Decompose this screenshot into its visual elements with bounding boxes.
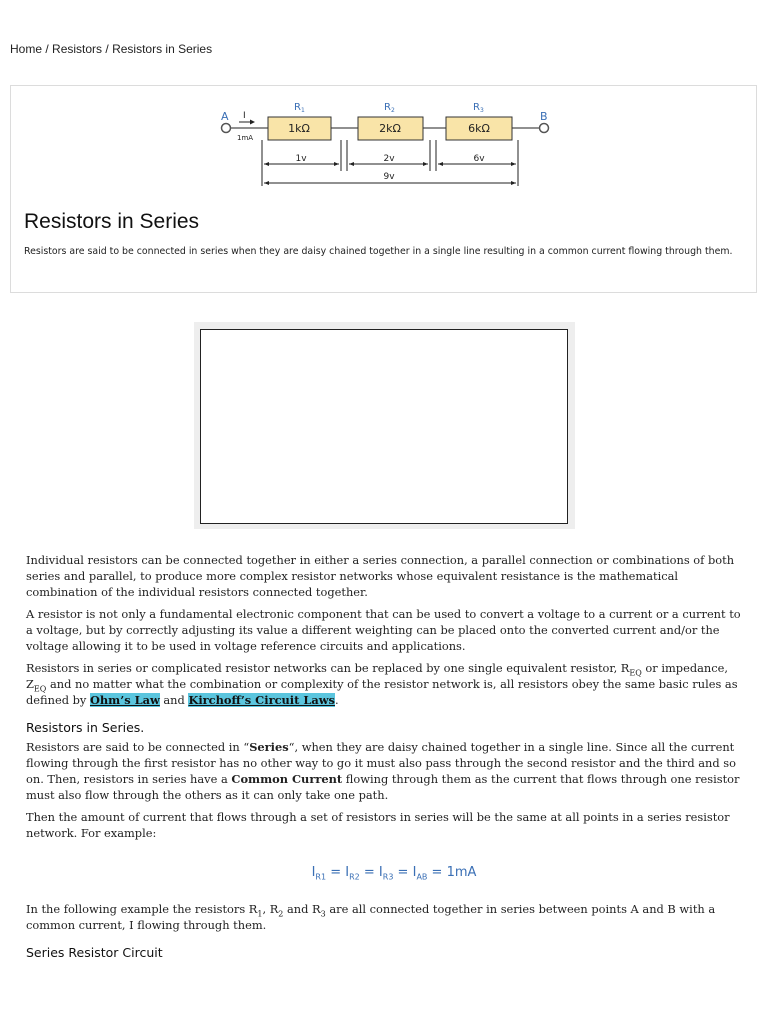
paragraph-current-same: Then the amount of current that flows through a set of resistors in series will be the same at all points in a series resistor network. For example: (26, 810, 730, 840)
voltage-v1: 1v (295, 154, 307, 164)
breadcrumb-separator: / (42, 42, 53, 56)
voltage-v3: 6v (473, 154, 485, 164)
current-equation: $I_{R1} = I_{R2} = I_{R3} = I_{AB} = 1mA$ (311, 865, 477, 882)
breadcrumb-home-link[interactable]: Home (10, 42, 43, 56)
current-value: 1mA (237, 134, 254, 142)
paragraph-equivalent: Resistors in series or complicated resistor networks can be replaced by one single equivalent resistor, $R_{EQ}$ or impedance, $Z_{EQ}$ and no matter what the combination or complexity of the resistor network is, all resistors obey the same basic rules as defined by Ohm’s Law and Kirchoff’s Circuit Laws. (26, 661, 738, 707)
voltage-v2: 2v (383, 154, 395, 164)
breadcrumb-separator: / (102, 42, 113, 56)
heading-series-resistor-circuit: Series Resistor Circuit (26, 945, 163, 960)
r3-value: 6kΩ (468, 122, 490, 135)
paragraph-intro: Individual resistors can be connected together in either a series connection, a parallel connection or combinations of both series and parallel, to produce more complex resistor networks whose equivalent resistance is the mathematical combination of the individual resistors connected together. (26, 553, 735, 599)
node-b-label: B (540, 110, 548, 123)
breadcrumb-current: Resistors in Series (112, 42, 213, 56)
r2-label: $R_2$ (384, 102, 395, 114)
hero-card[interactable] (10, 85, 757, 293)
terminal-a-icon (222, 124, 231, 133)
r2-value: 2kΩ (379, 122, 401, 135)
ad-frame[interactable] (200, 329, 568, 524)
paragraph-series-definition: Resistors are said to be connected in “Series“, when they are daisy chained together in a single line. Since all the current flowing through the first resistor has no other way to go it must also pass through the second resistor and the third and so on. Then, resistors in series have a Common Current flowing through them as the current that flows through one resistor must also flow through the others as it can only take one path. (26, 740, 740, 802)
hero-description: Resistors are said to be connected in series when they are daisy chained together in a single line resulting in a common current flowing through them. (24, 246, 733, 257)
article-body (26, 552, 742, 964)
kirchoffs-laws-link[interactable]: Kirchoff’s Circuit Laws (188, 693, 335, 707)
current-arrowhead-icon (250, 120, 255, 125)
r1-label: $R_1$ (294, 102, 305, 114)
ohms-law-link[interactable]: Ohm’s Law (89, 693, 160, 707)
r1-value: 1kΩ (288, 122, 310, 135)
paragraph-resistor-role: A resistor is not only a fundamental electronic component that can be used to convert a voltage to a current or a current to a voltage, but by correctly adjusting its value a different weighting can be placed onto the converted current and/or the voltage allowing it to be used in voltage reference circuits and applications. (26, 607, 741, 653)
voltage-total: 9v (383, 172, 395, 182)
breadcrumb (10, 42, 212, 56)
series-circuit-diagram (11, 86, 758, 206)
ad-slot (194, 322, 575, 529)
page-title: Resistors in Series (24, 210, 200, 233)
breadcrumb-resistors-link[interactable]: Resistors (52, 42, 103, 56)
heading-resistors-in-series: Resistors in Series. (26, 720, 145, 735)
r3-label: $R_3$ (473, 102, 484, 114)
paragraph-example: In the following example the resistors $R_1$, $R_2$ and $R_3$ are all connected together in series between points A and B with a common current, I flowing through them. (26, 902, 716, 932)
node-a-label: A (221, 110, 229, 123)
terminal-b-icon (540, 124, 549, 133)
current-label: I (243, 111, 246, 121)
